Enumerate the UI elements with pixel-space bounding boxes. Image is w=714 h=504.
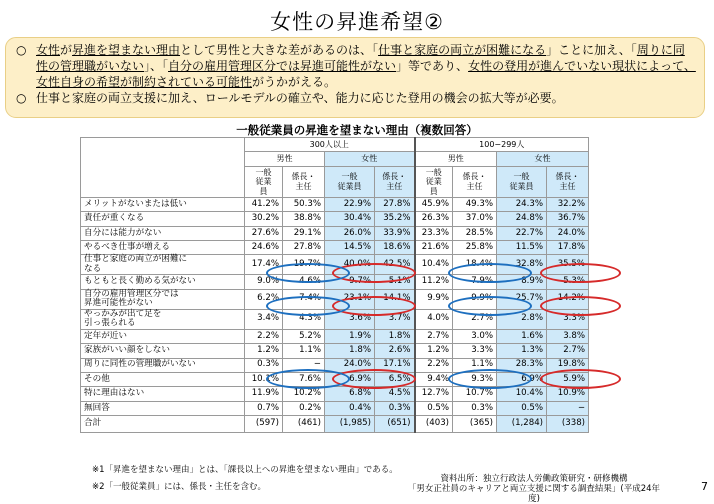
table-cell: 21.6% xyxy=(415,240,453,254)
table-cell: 33.9% xyxy=(375,226,415,240)
table-cell: 5.1% xyxy=(375,275,415,289)
table-cell: 9.9% xyxy=(415,289,453,309)
table-cell: 6.9% xyxy=(497,372,547,386)
table-cell: 19.8% xyxy=(547,358,589,372)
summary-bullet-1 xyxy=(16,42,696,90)
table-cell: 0.7% xyxy=(245,401,283,415)
table-cell: 29.1% xyxy=(283,226,325,240)
summary-text: が xyxy=(60,43,73,57)
table-cell: 14.2% xyxy=(547,289,589,309)
table-cell: 24.0% xyxy=(325,358,375,372)
table-cell: 6.8% xyxy=(325,387,375,401)
table-cell: 0.5% xyxy=(497,401,547,415)
table-row xyxy=(81,212,620,226)
table-cell: 28.3% xyxy=(497,358,547,372)
row-label: 家族がいい顔をしない xyxy=(81,344,245,358)
table-cell: 35.2% xyxy=(375,212,415,226)
summary-underline: 昇進を望まない理由 xyxy=(72,43,181,57)
table-cell: 2.7% xyxy=(547,344,589,358)
page-title: 女性の昇進希望② xyxy=(270,10,444,34)
row-label: 特に理由はない xyxy=(81,387,245,401)
table-cell: 35.5% xyxy=(547,255,589,275)
table-cell: 6.9% xyxy=(325,372,375,386)
table-cell: 1.8% xyxy=(375,329,415,343)
group-header-300: 300人以上 xyxy=(245,138,415,152)
table-cell: 6.5% xyxy=(375,372,415,386)
row-label: 合計 xyxy=(81,416,245,433)
table-row xyxy=(81,309,620,329)
table-cell: (365) xyxy=(453,416,497,433)
table-header-row xyxy=(81,138,620,152)
footnotes xyxy=(92,462,398,496)
table-cell: 3.0% xyxy=(453,329,497,343)
table-cell: 18.4% xyxy=(453,255,497,275)
table-cell: 3.4% xyxy=(245,309,283,329)
table-cell: 9.9% xyxy=(453,289,497,309)
table-cell: 25.8% xyxy=(453,240,497,254)
table-cell: 24.6% xyxy=(245,240,283,254)
table-cell: − xyxy=(547,401,589,415)
summary-underline: 周りに同性の管理職がいない xyxy=(36,43,685,73)
table-cell: 0.4% xyxy=(325,401,375,415)
table-cell: 9.3% xyxy=(453,372,497,386)
summary-bullet-2 xyxy=(16,90,696,106)
table-cell: 10.7% xyxy=(453,387,497,401)
table-cell: 9.7% xyxy=(325,275,375,289)
gender-header: 女性 xyxy=(497,152,589,166)
page-number: 7 xyxy=(701,480,708,493)
table-cell: 1.1% xyxy=(453,358,497,372)
row-label: もともと長く勤める気がない xyxy=(81,275,245,289)
table-cell: 2.7% xyxy=(453,309,497,329)
table-cell: 17.8% xyxy=(547,240,589,254)
table-cell: 7.9% xyxy=(453,275,497,289)
table-cell: 1.6% xyxy=(497,329,547,343)
gender-header: 女性 xyxy=(325,152,415,166)
summary-text-2: 仕事と家庭の両立支援に加え、ロールモデルの確立や、能力に応じた登用の機会の拡大等が必要。 xyxy=(36,91,564,105)
table-cell: 4.0% xyxy=(415,309,453,329)
table-cell: 4.5% xyxy=(375,387,415,401)
table-row xyxy=(81,329,620,343)
table-cell: 2.7% xyxy=(415,329,453,343)
bullet-marker: ○ xyxy=(16,43,27,57)
table-row xyxy=(81,372,620,386)
table-cell: 27.6% xyxy=(245,226,283,240)
table-cell: 1.1% xyxy=(283,344,325,358)
table-cell: 1.2% xyxy=(245,344,283,358)
row-label: 責任が重くなる xyxy=(81,212,245,226)
table-cell: 28.5% xyxy=(453,226,497,240)
table-cell: 30.2% xyxy=(245,212,283,226)
table-cell: 9.4% xyxy=(415,372,453,386)
header-blank xyxy=(81,138,245,198)
table-row xyxy=(81,401,620,415)
table-cell: 2.2% xyxy=(415,358,453,372)
row-label: 周りに同性の管理職がいない xyxy=(81,358,245,372)
table-cell: 4.3% xyxy=(283,309,325,329)
table-row xyxy=(81,344,620,358)
table-cell: (338) xyxy=(547,416,589,433)
summary-text: として男性と大きな差があるのは、「 xyxy=(180,43,379,57)
table-cell: 10.4% xyxy=(415,255,453,275)
table-cell: 42.5% xyxy=(375,255,415,275)
kakari-header: 係長・ 主任 xyxy=(375,166,415,197)
table-cell: 3.3% xyxy=(547,309,589,329)
row-label: 自分の雇用管理区分では 昇進可能性がない xyxy=(81,289,245,309)
table-cell: 3.7% xyxy=(375,309,415,329)
row-label: 仕事と家庭の両立が困難に なる xyxy=(81,255,245,275)
table-cell: 6.2% xyxy=(245,289,283,309)
summary-text-1 xyxy=(36,42,696,90)
table-cell: 49.3% xyxy=(453,197,497,211)
summary-underline: 女性の登用が進んでいない現状によって、女性自身の希望が制約されている可能性 xyxy=(36,59,696,89)
row-label: やっかみが出て足を 引っ張られる xyxy=(81,309,245,329)
table-cell: 14.5% xyxy=(325,240,375,254)
summary-box xyxy=(5,37,705,118)
table-cell: 22.7% xyxy=(497,226,547,240)
table-cell: 37.0% xyxy=(453,212,497,226)
reasons-table xyxy=(80,137,620,433)
table-cell: 3.3% xyxy=(453,344,497,358)
group-header-100: 100−299人 xyxy=(415,138,589,152)
table-cell: 1.8% xyxy=(325,344,375,358)
table-cell: 10.4% xyxy=(497,387,547,401)
table-cell: 17.4% xyxy=(245,255,283,275)
gender-header: 男性 xyxy=(415,152,497,166)
kakari-header: 係長・ 主任 xyxy=(283,166,325,197)
ippan-header: 一般 従業員 xyxy=(325,166,375,197)
table-cell: 4.6% xyxy=(283,275,325,289)
source-line-2: 「男女正社員のキャリアと両立支援に関する調査結果」(平成24年度) xyxy=(407,484,661,504)
table-cell: 3.8% xyxy=(547,329,589,343)
table-cell: (1,284) xyxy=(497,416,547,433)
table-cell: 24.0% xyxy=(547,226,589,240)
table-cell: 27.8% xyxy=(375,197,415,211)
table-cell: 5.3% xyxy=(547,275,589,289)
table-cell: 1.3% xyxy=(497,344,547,358)
row-label: その他 xyxy=(81,372,245,386)
table-cell: 0.3% xyxy=(453,401,497,415)
table-cell: 41.2% xyxy=(245,197,283,211)
kakari-header: 係長・ 主任 xyxy=(547,166,589,197)
bullet-marker: ○ xyxy=(16,91,27,105)
table-cell: 2.2% xyxy=(245,329,283,343)
table-cell: 0.3% xyxy=(245,358,283,372)
table-row xyxy=(81,197,620,211)
table-cell: 36.7% xyxy=(547,212,589,226)
table-cell: (403) xyxy=(415,416,453,433)
ippan-header: 一般 従業 員 xyxy=(245,166,283,197)
summary-text: がうかがえる。 xyxy=(252,75,337,89)
table-cell: 26.3% xyxy=(415,212,453,226)
table-cell: 30.4% xyxy=(325,212,375,226)
summary-underline: 女性 xyxy=(36,43,61,57)
table-row xyxy=(81,255,620,275)
table-cell: 2.8% xyxy=(497,309,547,329)
table-cell: 1.2% xyxy=(415,344,453,358)
table-cell: (1,985) xyxy=(325,416,375,433)
table-cell: 50.3% xyxy=(283,197,325,211)
footnote-1: ※1「昇進を望まない理由」とは、「課長以上への昇進を望まない理由」である。 xyxy=(92,465,398,475)
table-cell: 0.5% xyxy=(415,401,453,415)
table-cell: 10.9% xyxy=(547,387,589,401)
table-cell: 45.9% xyxy=(415,197,453,211)
summary-text: 」等であり、 xyxy=(396,59,469,73)
table-cell: 5.9% xyxy=(547,372,589,386)
table-cell: 0.2% xyxy=(283,401,325,415)
table-cell: 11.5% xyxy=(497,240,547,254)
table-cell: 22.9% xyxy=(325,197,375,211)
table-cell: 27.8% xyxy=(283,240,325,254)
table-cell: 23.1% xyxy=(325,289,375,309)
table-cell: (651) xyxy=(375,416,415,433)
table-cell: (461) xyxy=(283,416,325,433)
table-cell: 12.7% xyxy=(415,387,453,401)
ippan-header: 一般 従業員 xyxy=(497,166,547,197)
table-cell: 32.2% xyxy=(547,197,589,211)
table-cell: 7.4% xyxy=(283,289,325,309)
table-cell: − xyxy=(283,358,325,372)
table-cell: 9.0% xyxy=(245,275,283,289)
table-cell: 24.3% xyxy=(497,197,547,211)
table-row xyxy=(81,289,620,309)
table-cell: 2.6% xyxy=(375,344,415,358)
table-cell: (597) xyxy=(245,416,283,433)
summary-underline: 自分の雇用管理区分では昇進可能性がない xyxy=(168,59,397,73)
table-cell: 14.1% xyxy=(375,289,415,309)
table-title: 一般従業員の昇進を望まない理由（複数回答） xyxy=(236,123,478,137)
table-cell: 0.3% xyxy=(375,401,415,415)
table-cell: 25.7% xyxy=(497,289,547,309)
table-row xyxy=(81,240,620,254)
table-row xyxy=(81,226,620,240)
table-cell: 10.1% xyxy=(245,372,283,386)
table-cell: 24.8% xyxy=(497,212,547,226)
table-row xyxy=(81,358,620,372)
table-cell: 40.0% xyxy=(325,255,375,275)
summary-underline: 仕事と家庭の両立が困難になる xyxy=(378,43,547,57)
table-cell: 11.2% xyxy=(415,275,453,289)
table-cell: 3.6% xyxy=(325,309,375,329)
table-cell: 11.9% xyxy=(245,387,283,401)
table-cell: 26.0% xyxy=(325,226,375,240)
table-cell: 32.8% xyxy=(497,255,547,275)
gender-header: 男性 xyxy=(245,152,325,166)
source-line-1: 資料出所：独立行政法人労働政策研究・研修機構 xyxy=(440,474,628,484)
table-cell: 5.2% xyxy=(283,329,325,343)
row-label: 自分には能力がない xyxy=(81,226,245,240)
table-cell: 19.7% xyxy=(283,255,325,275)
row-label: 定年が近い xyxy=(81,329,245,343)
table-cell: 10.2% xyxy=(283,387,325,401)
table-cell: 8.9% xyxy=(497,275,547,289)
table-cell: 18.6% xyxy=(375,240,415,254)
summary-text: 」、「 xyxy=(144,59,169,73)
table-cell: 17.1% xyxy=(375,358,415,372)
table-cell: 23.3% xyxy=(415,226,453,240)
table-row xyxy=(81,387,620,401)
table-cell: 1.9% xyxy=(325,329,375,343)
table-row xyxy=(81,275,620,289)
kakari-header: 係長・ 主任 xyxy=(453,166,497,197)
summary-text: 」ことに加え、「 xyxy=(546,43,637,57)
row-label: やるべき仕事が増える xyxy=(81,240,245,254)
ippan-header: 一般 従業 員 xyxy=(415,166,453,197)
row-label: メリットがないまたは低い xyxy=(81,197,245,211)
footnote-2: ※2「一般従業員」には、係長・主任を含む。 xyxy=(92,482,267,492)
table-cell: 38.8% xyxy=(283,212,325,226)
row-label: 無回答 xyxy=(81,401,245,415)
table-row xyxy=(81,416,620,433)
table-cell: 7.6% xyxy=(283,372,325,386)
